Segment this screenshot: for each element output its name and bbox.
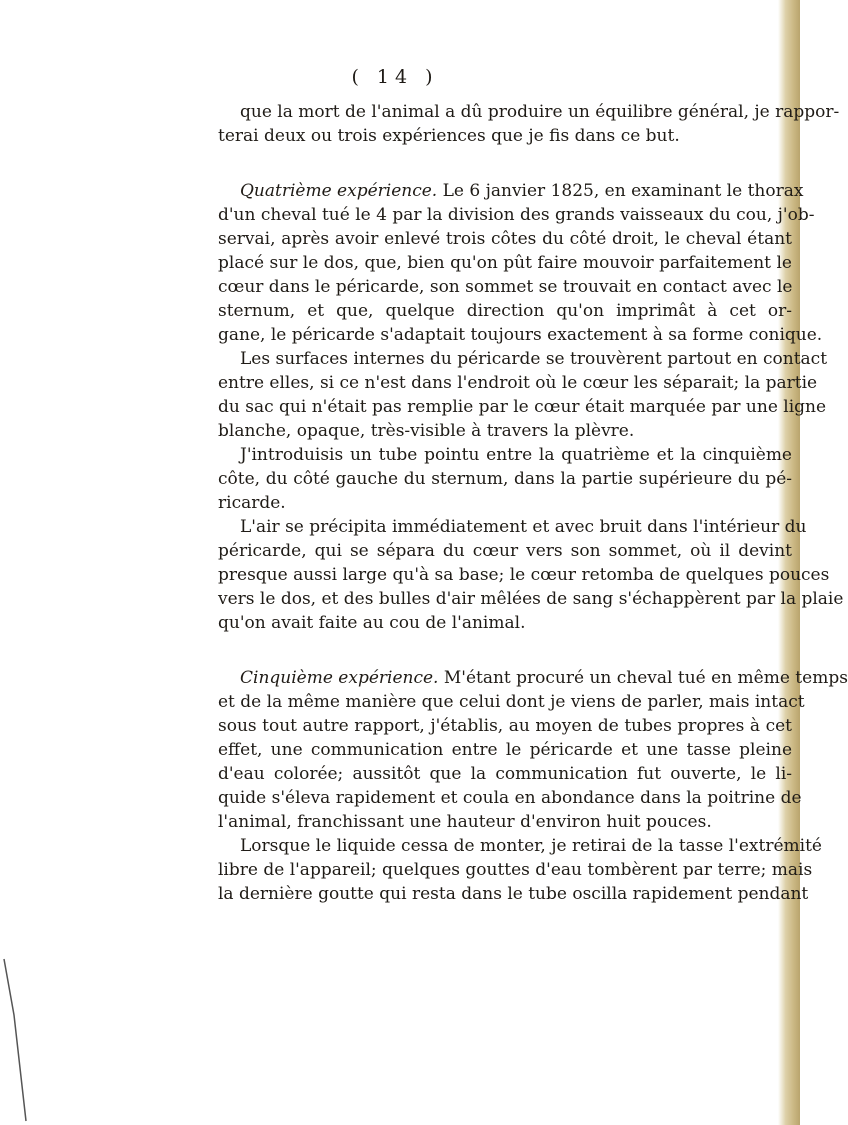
- body-text: [218, 100, 848, 906]
- text-line: Lorsque le liquide cessa de monter, je retirai de la tasse l'extrémité: [240, 836, 822, 856]
- text-line: servai, après avoir enlevé trois côtes du côté droit, le cheval étant: [218, 229, 792, 249]
- text-line: sous tout autre rapport, j'établis, au moyen de tubes propres à cet: [218, 716, 792, 736]
- text-line: qu'on avait faite au cou de l'animal.: [218, 613, 526, 633]
- experiment-5-title: Cinquième expérience.: [240, 668, 439, 688]
- text-line-heading-5: [218, 666, 848, 690]
- text-line: l'animal, franchissant une hauteur d'environ huit pouces.: [218, 812, 712, 832]
- corner-pencil-mark: [0, 955, 60, 1125]
- text-line: effet, une communication entre le péricarde et une tasse pleine: [218, 740, 792, 760]
- text-line-heading-4: [218, 179, 804, 203]
- text-line: L'air se précipita immédiatement et avec bruit dans l'intérieur du: [240, 517, 807, 537]
- text-line: gane, le péricarde s'adaptait toujours exactement à sa forme conique.: [218, 325, 823, 345]
- text-line: côte, du côté gauche du sternum, dans la partie supérieure du pé-: [218, 469, 792, 489]
- text-line: d'eau colorée; aussitôt que la communication fut ouverte, le li-: [218, 764, 792, 784]
- text-line: du sac qui n'était pas remplie par le cœur était marquée par une ligne: [218, 397, 827, 417]
- experiment-5-lead: M'étant procuré un cheval tué en même temps: [438, 668, 848, 688]
- text-line: et de la même manière que celui dont je viens de parler, mais intact: [218, 692, 805, 712]
- text-line: sternum, et que, quelque direction qu'on imprimât à cet or-: [218, 301, 792, 321]
- experiment-4-lead: Le 6 janvier 1825, en examinant le thorax: [437, 181, 804, 201]
- text-line: vers le dos, et des bulles d'air mêlées de sang s'échappèrent par la plaie: [218, 589, 844, 609]
- text-line: J'introduisis un tube pointu entre la quatrième et la cinquième: [240, 445, 792, 465]
- text-line: d'un cheval tué le 4 par la division des grands vaisseaux du cou, j'ob-: [218, 205, 815, 225]
- text-line: quide s'éleva rapidement et coula en abondance dans la poitrine de: [218, 788, 802, 808]
- text-line: ricarde.: [218, 493, 286, 513]
- experiment-4-title: Quatrième expérience.: [240, 181, 438, 201]
- text-line: presque aussi large qu'à sa base; le cœur retomba de quelques pouces: [218, 565, 830, 585]
- text-line: placé sur le dos, que, bien qu'on pût faire mouvoir parfaitement le: [218, 253, 792, 273]
- text-line: péricarde, qui se sépara du cœur vers son sommet, où il devint: [218, 541, 792, 561]
- text-line: blanche, opaque, très-visible à travers la plèvre.: [218, 421, 635, 441]
- page-number: ( 14 ): [351, 66, 439, 88]
- text-line: Les surfaces internes du péricarde se trouvèrent partout en contact: [240, 349, 828, 369]
- text-line: terai deux ou trois expériences que je fis dans ce but.: [218, 126, 680, 146]
- text-line: la dernière goutte qui resta dans le tube oscilla rapidement pendant: [218, 884, 809, 904]
- text-line: que la mort de l'animal a dû produire un équilibre général, je rappor-: [240, 102, 840, 122]
- text-line: cœur dans le péricarde, son sommet se trouvait en contact avec le: [218, 277, 793, 297]
- text-line: entre elles, si ce n'est dans l'endroit où le cœur les séparait; la partie: [218, 373, 818, 393]
- text-line: libre de l'appareil; quelques gouttes d'eau tombèrent par terre; mais: [218, 860, 813, 880]
